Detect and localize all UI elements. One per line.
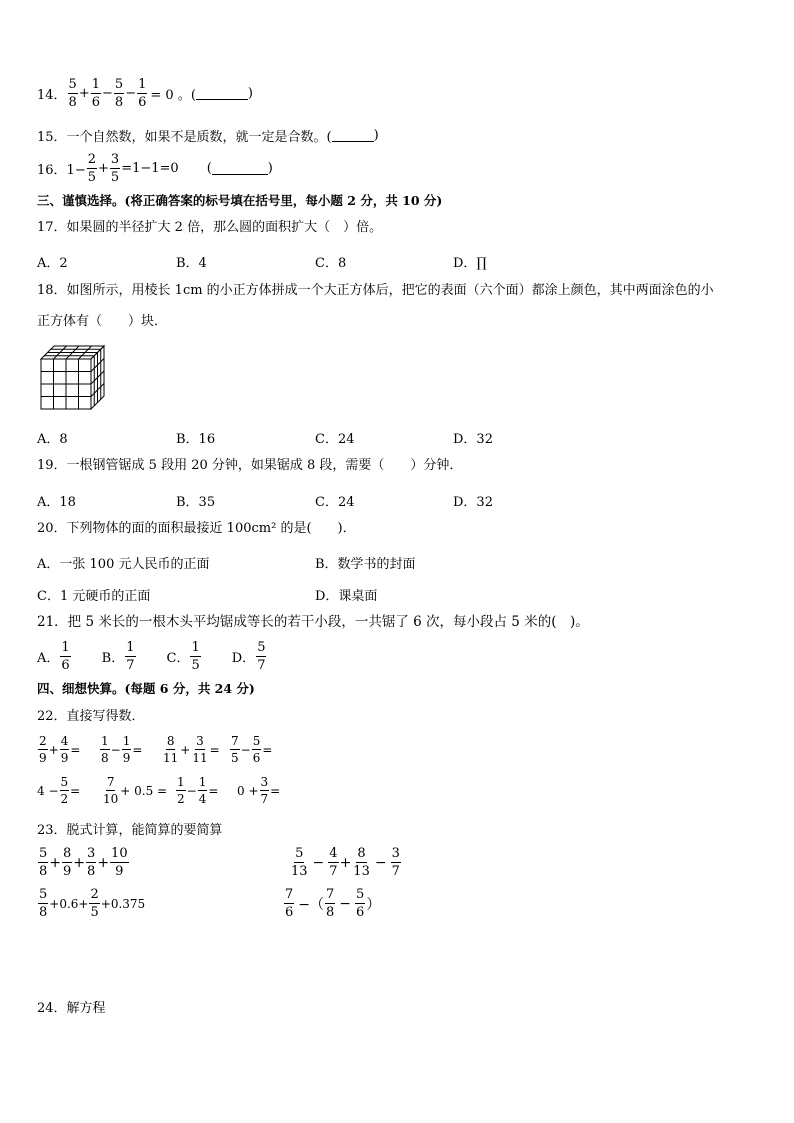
q21-option-d[interactable]: D． $\frac{5}{7}$ xyxy=(231,640,266,673)
q20-option-d[interactable]: D．课桌面 xyxy=(315,589,378,604)
q19-option-a[interactable]: A．18 xyxy=(37,495,76,510)
fraction: $\frac{5}{8}$ xyxy=(68,77,77,110)
q18-option-c[interactable]: C．24 xyxy=(315,432,355,447)
q17-option-a[interactable]: A．2 xyxy=(37,256,68,271)
q22-item: $\frac{7}{10}$ + 0.5 = xyxy=(103,775,168,806)
question-24: 24．解方程 xyxy=(37,1001,106,1016)
answer-blank[interactable] xyxy=(196,88,248,100)
question-14: 14． $\frac{5}{8}$ + $\frac{1}{6}$ − $\frac{5}{8}$ − $\frac{1}{6}$ = 0 。( ) xyxy=(37,77,253,110)
q22-row-1 xyxy=(37,735,272,764)
question-18-line2: 正方体有（ ）块． xyxy=(37,314,168,329)
fraction: $\frac{1}{6}$ xyxy=(138,77,147,110)
q19-option-c[interactable]: C．24 xyxy=(315,495,355,510)
q23-expression-3: $\frac{5}{8}$ +0.6+ $\frac{2}{5}$ +0.375 xyxy=(39,887,146,920)
answer-blank[interactable] xyxy=(212,163,268,175)
q19-option-d[interactable]: D．32 xyxy=(453,495,493,510)
question-23-title: 23．脱式计算，能简算的要简算 xyxy=(37,823,223,838)
fraction: $\frac{2}{5}$ xyxy=(87,152,96,185)
question-20: 20．下列物体的面的面积最接近 100cm² 的是( )． xyxy=(37,521,356,536)
question-18-line1: 18．如图所示，用棱长 1cm 的小正方体拼成一个大正方体后，把它的表面（六个面）都涂上颜色，其中两面涂色的小 xyxy=(37,283,714,298)
q22-item: $\frac{2}{9}$ + $\frac{4}{9}$ = xyxy=(39,734,81,765)
q21-option-a[interactable]: A． $\frac{1}{6}$ xyxy=(37,640,70,673)
q21-option-c[interactable]: C． $\frac{1}{5}$ xyxy=(166,640,200,673)
q21-options xyxy=(37,641,267,672)
question-22-title: 22．直接写得数． xyxy=(37,709,145,724)
q22-item: $\frac{8}{11}$ + $\frac{3}{11}$ = xyxy=(163,734,220,765)
q18-option-a[interactable]: A．8 xyxy=(37,432,68,447)
question-15: 15．一个自然数，如果不是质数，就一定是合数。( ) xyxy=(37,128,379,145)
q22-item: $\frac{1}{8}$ − $\frac{1}{9}$ = xyxy=(101,734,143,765)
q20-option-a[interactable]: A．一张 100 元人民币的正面 xyxy=(37,557,210,572)
q22-item: 0 + $\frac{3}{7}$ = xyxy=(237,775,281,806)
q20-option-c[interactable]: C．1 元硬币的正面 xyxy=(37,589,151,604)
q14-number: 14． xyxy=(37,88,67,103)
question-17: 17．如果圆的半径扩大 2 倍，那么圆的面积扩大（ ）倍。 xyxy=(37,220,383,235)
q18-option-d[interactable]: D．32 xyxy=(453,432,493,447)
q20-option-b[interactable]: B．数学书的封面 xyxy=(315,557,416,572)
q22-row-2 xyxy=(37,776,280,805)
q22-item: 4 − $\frac{5}{2}$ = xyxy=(37,775,81,806)
fraction: $\frac{3}{5}$ xyxy=(110,152,120,185)
q17-option-c[interactable]: C．8 xyxy=(315,256,347,271)
fraction: $\frac{5}{8}$ xyxy=(114,77,124,110)
cube-figure xyxy=(40,345,106,411)
q22-item: $\frac{1}{2}$ − $\frac{1}{4}$ = xyxy=(177,775,219,806)
question-16: 16．1− $\frac{2}{5}$ + $\frac{3}{5}$ =1−1=0 ( ) xyxy=(37,152,273,185)
q21-option-b[interactable]: B． $\frac{1}{7}$ xyxy=(101,640,135,673)
q18-option-b[interactable]: B．16 xyxy=(176,432,216,447)
section-4-title: 四、细想快算。(每题 6 分，共 24 分) xyxy=(37,681,255,696)
q23-expression-2: $\frac{5}{13}$ − $\frac{4}{7}$ + $\frac{8}{13}$ − $\frac{3}{7}$ xyxy=(291,846,400,879)
section-3-title: 三、谨慎选择。(将正确答案的标号填在括号里，每小题 2 分，共 10 分) xyxy=(37,193,443,208)
q23-expression-1: $\frac{5}{8}$ + $\frac{8}{9}$ + $\frac{3}{8}$ + $\frac{10}{9}$ xyxy=(39,846,128,879)
question-19: 19．一根钢管锯成 5 段用 20 分钟，如果锯成 8 段，需要（ ）分钟． xyxy=(37,458,463,473)
q23-expression-4: $\frac{7}{6}$ −（ $\frac{7}{8}$ − $\frac{5}{6}$ ） xyxy=(285,887,381,920)
q22-item: $\frac{7}{5}$ − $\frac{5}{6}$ = xyxy=(231,734,273,765)
q17-option-d[interactable]: D．∏ xyxy=(453,256,487,271)
q17-option-b[interactable]: B．4 xyxy=(176,256,207,271)
fraction: $\frac{1}{6}$ xyxy=(91,77,101,110)
question-21: 21．把 5 米长的一根木头平均锯成等长的若干小段，一共锯了 6 次，每小段占 5 米的( )。 xyxy=(37,614,589,630)
answer-blank[interactable] xyxy=(332,130,374,142)
q19-option-b[interactable]: B．35 xyxy=(176,495,216,510)
